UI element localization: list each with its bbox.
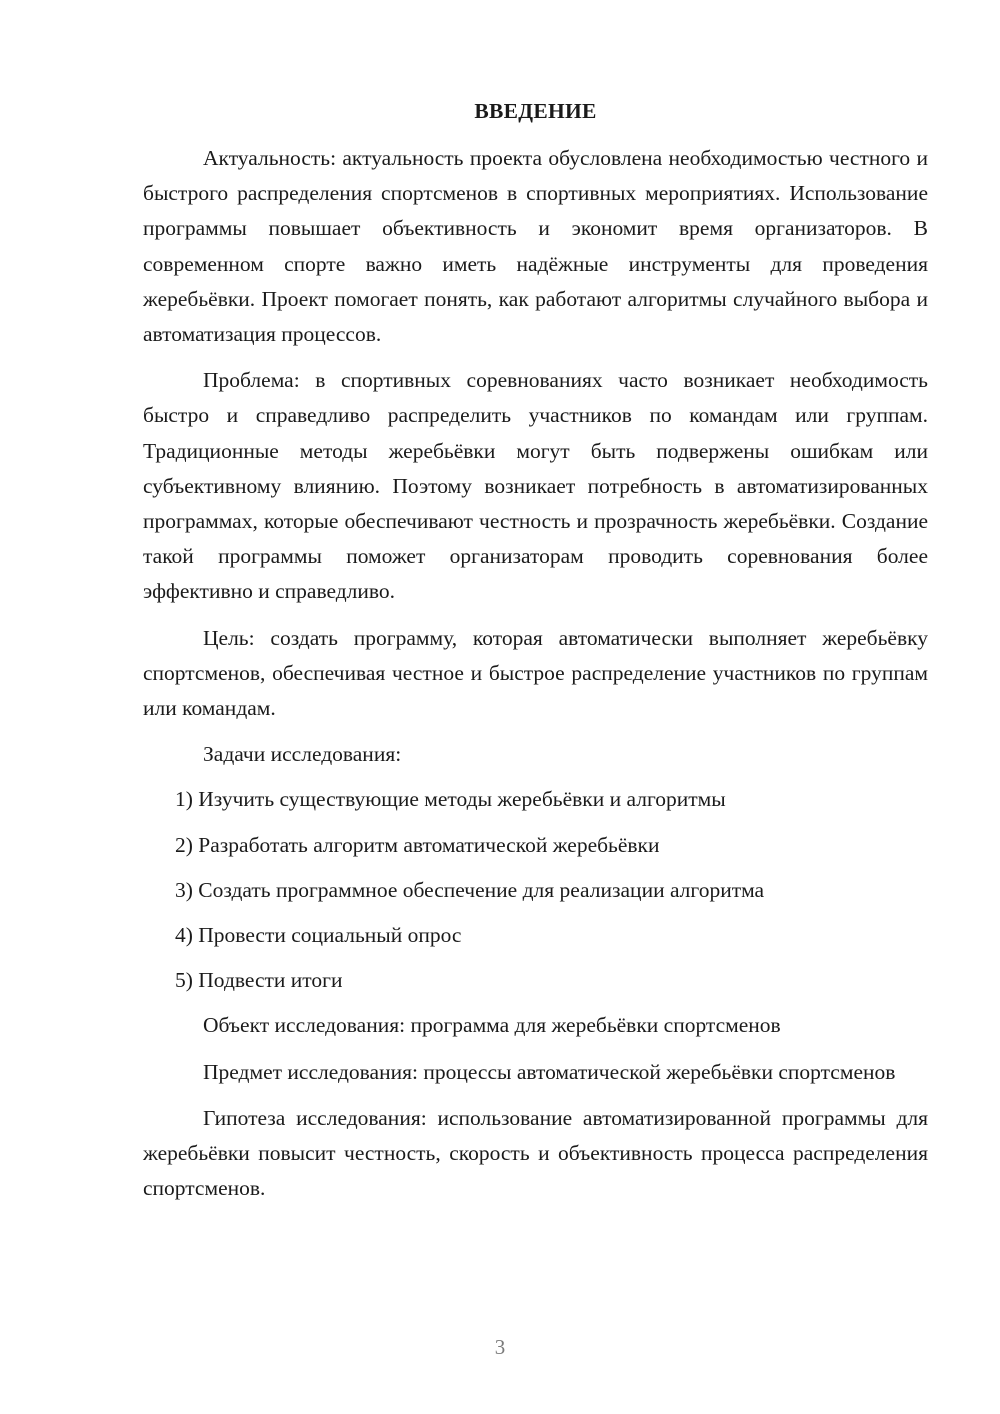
subject-paragraph: Предмет исследования: процессы автоматической жеребьёвки спортсменов: [203, 1059, 896, 1084]
task-item-5: 5) Подвести итоги: [175, 968, 343, 993]
task-item-1: 1) Изучить существующие методы жеребьёвки и алгоритмы: [175, 787, 726, 812]
task-item-2: 2) Разработать алгоритм автоматической жеребьёвки: [175, 832, 660, 857]
task-item-4: 4) Провести социальный опрос: [175, 923, 462, 948]
document-page: [143, 94, 928, 1206]
object-paragraph: Объект исследования: программа для жеребьёвки спортсменов: [203, 1013, 781, 1038]
section-heading: ВВЕДЕНИЕ: [474, 99, 597, 123]
tasks-title: Задачи исследования:: [203, 742, 402, 767]
task-item-3: 3) Создать программное обеспечение для реализации алгоритма: [175, 877, 765, 902]
page-number: 3: [494, 1335, 506, 1359]
goal-paragraph: Цель: создать программу, которая автоматически выполняет жеребьёвку спортсменов, обеспечивая честное и быстрое распределение участников по группам или командам.: [143, 625, 928, 721]
problem-paragraph: Проблема: в спортивных соревнованиях часто возникает необходимость быстро и справедливо распределить участников по командам или группам. Традиционные методы жеребьёвки могут быть подвержены ошибкам или субъективному влиянию. Поэтому возникает потребность в автоматизированных программах, которые обеспечивают честность и прозрачность жеребьёвки. Создание такой программы поможет организаторам проводить соревнования более эффективно и справедливо.: [143, 368, 928, 604]
hypothesis-paragraph: Гипотеза исследования: использование автоматизированной программы для жеребьёвки повысит честность, скорость и объективность процесса распределения спортсменов.: [143, 1105, 928, 1201]
relevance-paragraph: Актуальность: актуальность проекта обусловлена необходимостью честного и быстрого распределения спортсменов в спортивных мероприятиях. Использование программы повышает объективность и экономит время организаторов. В современном спорте важно иметь надёжные инструменты для проведения жеребьёвки. Проект помогает понять, как работают алгоритмы случайного выбора и автоматизация процессов.: [143, 146, 928, 347]
task-list: [143, 782, 928, 998]
